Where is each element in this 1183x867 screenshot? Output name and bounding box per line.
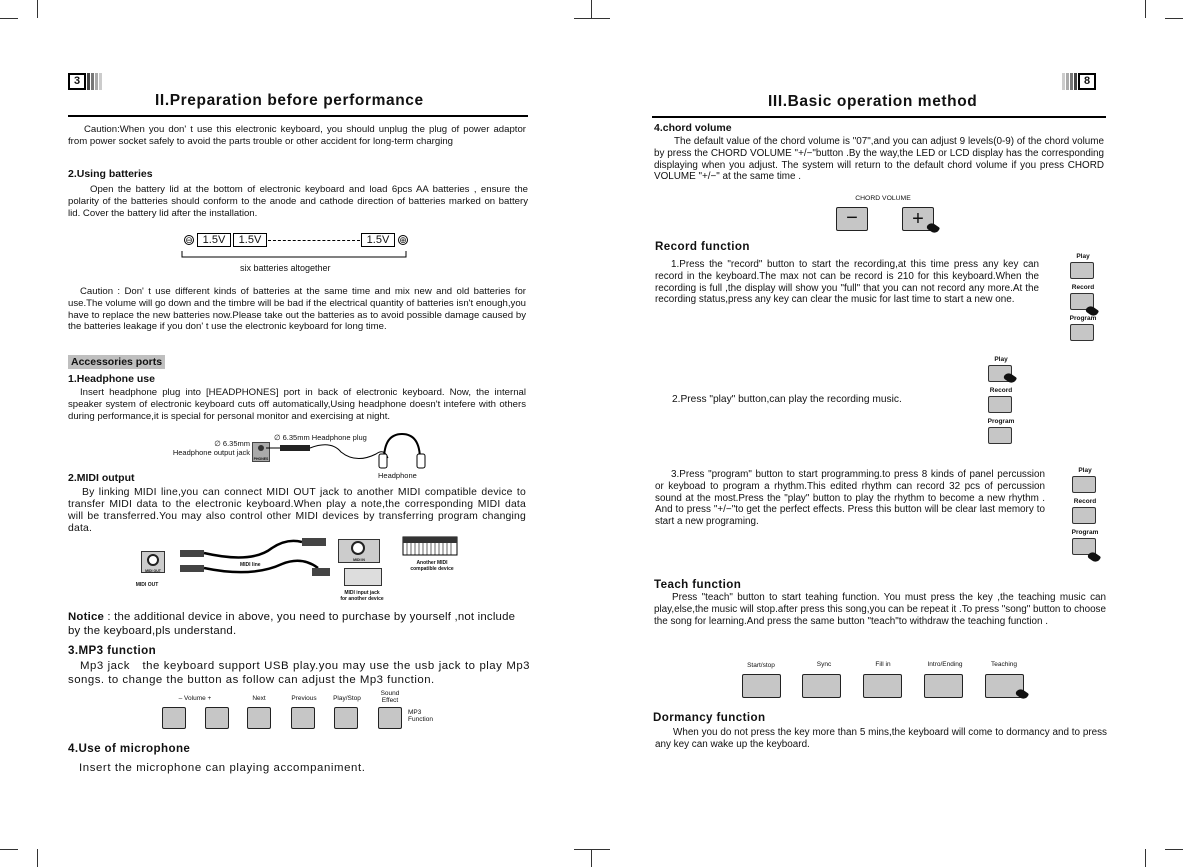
- record-button[interactable]: [1072, 507, 1096, 524]
- teach-paragraph: Press "teach" button to start teahing function. You must press the key ,the teaching music can play,else,the music will stop.after press this song,you can be repeat it .To press "song" button to choose the song for learning.And press the same button "teach"to withdraw the teaching function .: [654, 592, 1106, 627]
- page-title: II.Preparation before performance: [155, 92, 424, 109]
- headphone-paragraph: Insert headphone plug into [HEADPHONES] port in back of electronic keyboard. Now, the internal speaker system of electronic keyboard cuts off automatically,Using headphone doesn't intefere with others during performance,it is special for personal monitor and exercising at night.: [68, 387, 526, 422]
- next-label: Next: [252, 695, 266, 702]
- program-button[interactable]: [988, 427, 1012, 444]
- positive-terminal-icon: ⊕: [399, 235, 407, 245]
- record-label: Record: [989, 387, 1013, 394]
- headphone-plug-label: ∅ 6.35mm Headphone plug: [274, 433, 367, 442]
- section-heading: 4.chord volume: [654, 122, 732, 134]
- mp3-function-label: MP3 Function: [408, 709, 433, 723]
- headphone-jack-label: ∅ 6.35mm Headphone output jack: [172, 439, 250, 457]
- battery-cell: 1.5V: [361, 233, 395, 247]
- volume-down-button[interactable]: [162, 707, 186, 729]
- section-heading: Teach function: [654, 578, 742, 591]
- headphone-label: Headphone: [378, 471, 417, 480]
- page-number-badge: [1062, 73, 1096, 90]
- brace-icon: [180, 250, 408, 262]
- notice-label: Notice: [68, 611, 105, 623]
- fill-in-button[interactable]: [863, 674, 902, 698]
- section-heading: 1.Headphone use: [68, 373, 155, 385]
- right-page: [592, 0, 1183, 867]
- microphone-paragraph: Insert the microphone can playing accompaniment.: [79, 762, 366, 774]
- next-button[interactable]: [247, 707, 271, 729]
- midi-in-tiny-label: MIDI IN: [353, 558, 365, 562]
- battery-cell: 1.5V: [197, 233, 231, 247]
- battery-caption: six batteries altogether: [240, 263, 331, 273]
- fill-in-label: Fill in: [875, 661, 891, 668]
- chord-volume-label: CHORD VOLUME: [855, 195, 911, 202]
- sync-label: Sync: [816, 661, 832, 668]
- page-number-badge: [68, 73, 102, 90]
- start-stop-label: Start/stop: [747, 662, 775, 669]
- caution-paragraph-2: Caution : Don' t use different kinds of batteries at the same time and mix new and old batteries for use.The volume will go down and the timbre will be bad if the electrical quantity of batteries isn't enough,you have to replace the new batteries now.Please take out the batteries as to avoid possible damage caused by the batteries leakage if you don' t use the electronic keyboard for long time.: [68, 286, 526, 333]
- play-stop-label: Play/Stop: [333, 695, 361, 702]
- section-heading: Record function: [655, 240, 750, 253]
- previous-button[interactable]: [291, 707, 315, 729]
- program-label: Program: [987, 418, 1015, 425]
- phones-label: PHONES: [253, 457, 269, 461]
- title-rule: [68, 115, 528, 117]
- volume-up-button[interactable]: [205, 707, 229, 729]
- play-label: Play: [1076, 253, 1090, 260]
- page-number: 3: [68, 73, 86, 90]
- hand-pointer-icon: [1015, 687, 1029, 700]
- play-label: Play: [994, 356, 1008, 363]
- hand-pointer-icon: [926, 221, 940, 234]
- section-heading: 2.Using batteries: [68, 168, 153, 180]
- midi-input-label: MIDI input jack for another device: [340, 590, 384, 602]
- midi-out-tiny-label: MIDI OUT: [145, 569, 161, 573]
- minus-icon: −: [846, 207, 858, 229]
- hand-pointer-icon: [1087, 550, 1101, 563]
- battery-chain-line: [268, 240, 360, 241]
- caution-paragraph: Caution:When you don' t use this electronic keyboard, you should unplug the plug of power adaptor from power socket safely to avoid the parts trouble or other accident for long-term charging: [68, 124, 526, 147]
- section-heading: Dormancy function: [653, 711, 766, 724]
- notice-text: : the additional device in above, you need to purchase by yourself ,not include by the keyboard,pls understand.: [68, 611, 516, 637]
- title-rule: [652, 116, 1106, 118]
- play-button[interactable]: [1072, 476, 1096, 493]
- hand-pointer-icon: [1003, 371, 1017, 384]
- intro-ending-button[interactable]: [924, 674, 963, 698]
- previous-label: Previous: [291, 695, 317, 702]
- keyboard-icon: [402, 536, 458, 558]
- record-paragraph-3: 3.Press "program" button to start programming.to press 8 kinds of panel percussion or keyboad to program a rhythm.This edited rhythm can record 32 pcs of percussion sound at the most.Press the "play" button to play the rhythm to become a new rhythm . And to press "+/−"to get the perfect effects. Press this button will be clear last memory to start a new programing.: [655, 469, 1045, 528]
- play-stop-button[interactable]: [334, 707, 358, 729]
- record-label: Record: [1073, 498, 1097, 505]
- chord-volume-minus-button[interactable]: [836, 207, 868, 231]
- intro-ending-label: Intro/Ending: [927, 661, 963, 668]
- batteries-paragraph: Open the battery lid at the bottom of electronic keyboard and load 6pcs AA batteries , ensure the polarity of the batteries should conform to the anode and cathode direction of batteries marked on battery lid. Cover the battery lid after the installation.: [68, 184, 528, 219]
- sync-button[interactable]: [802, 674, 841, 698]
- sound-effect-label: Sound Effect: [380, 690, 400, 704]
- another-midi-label: Another MIDI compatible device: [410, 560, 454, 572]
- teaching-label: Teaching: [990, 661, 1018, 668]
- midi-line-label: MIDI line: [240, 562, 261, 568]
- accessories-heading: Accessories ports: [68, 355, 165, 369]
- record-label: Record: [1071, 284, 1095, 291]
- record-paragraph-2: 2.Press "play" button,can play the recording music.: [672, 394, 902, 405]
- section-heading: 4.Use of microphone: [68, 742, 191, 755]
- program-label: Program: [1071, 529, 1099, 536]
- page-title: III.Basic operation method: [768, 93, 978, 110]
- program-label: Program: [1069, 315, 1097, 322]
- battery-cell: 1.5V: [233, 233, 267, 247]
- chord-paragraph: The default value of the chord volume is "07",and you can adjust 9 levels(0-9) of the chord volume by press the CHORD VOLUME "+/−"button .By the way,the LED or LCD display has the corresponding displaying when you adjust. The system will return to the default chord volume if you press CHORD VOLUME "+/−" at the same time .: [654, 136, 1104, 183]
- sound-effect-button[interactable]: [378, 707, 402, 729]
- section-heading: 2.MIDI output: [68, 472, 135, 484]
- section-heading: 3.MP3 function: [68, 644, 157, 657]
- negative-terminal-icon: ⊖: [185, 235, 193, 245]
- midi-out-label: MIDI OUT: [135, 582, 159, 588]
- record-button[interactable]: [988, 396, 1012, 413]
- notice-paragraph: [68, 611, 528, 638]
- dormancy-paragraph: When you do not press the key more than 5 mins,the keyboard will come to dormancy and to press any key can wake up the keyboard.: [655, 727, 1107, 750]
- midi-port-icon: [344, 568, 382, 586]
- mp3-paragraph: Mp3 jack the keyboard support USB play.you may use the usb jack to play Mp3 songs. to change the button as follow can adjust the Mp3 function.: [68, 660, 530, 686]
- play-button[interactable]: [1070, 262, 1094, 279]
- volume-label: – Volume +: [178, 695, 212, 702]
- start-stop-button[interactable]: [742, 674, 781, 698]
- midi-cable-icon: [172, 534, 342, 584]
- page-number: 8: [1078, 73, 1096, 90]
- program-button[interactable]: [1070, 324, 1094, 341]
- play-label: Play: [1078, 467, 1092, 474]
- midi-paragraph: By linking MIDI line,you can connect MIDI OUT jack to another MIDI compatible device to transfer MIDI data to the electronic keyboard.When play a note,the corresponding MIDI data will be transferred.You may also control other MIDI devices by transferring program changing data.: [68, 487, 526, 534]
- record-paragraph-1: 1.Press the "record" button to start the recording,at this time press any key can record in the keyboard.The max not can be record is 210 for this keyboard.When the recording is full ,the display will show you "full" that you can not record any more.At the recording status,press any key can clear the music for last time to start a new one.: [655, 259, 1039, 306]
- plus-icon: +: [912, 208, 924, 230]
